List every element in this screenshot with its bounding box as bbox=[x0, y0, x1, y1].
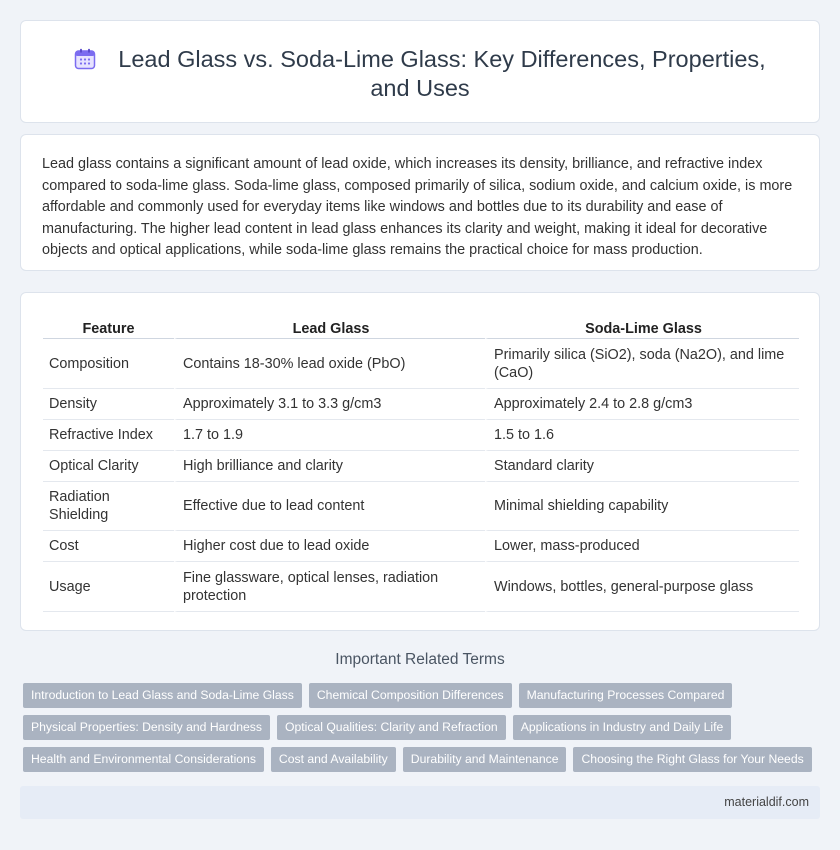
lead-glass-cell: Fine glassware, optical lenses, radiation protection bbox=[174, 562, 485, 612]
comparison-card bbox=[20, 292, 820, 631]
footer-site-link[interactable]: materialdif.com bbox=[724, 795, 809, 809]
soda-lime-cell: Primarily silica (SiO2), soda (Na2O), and lime (CaO) bbox=[485, 339, 799, 389]
header-card bbox=[20, 20, 820, 123]
lead-glass-cell: Approximately 3.1 to 3.3 g/cm3 bbox=[174, 389, 485, 420]
tag-link[interactable]: Cost and Availability bbox=[271, 747, 396, 772]
tag-link[interactable]: Applications in Industry and Daily Life bbox=[513, 715, 732, 740]
tag-link[interactable]: Optical Qualities: Clarity and Refraction bbox=[277, 715, 506, 740]
related-terms-list bbox=[23, 683, 823, 779]
header-soda-lime-glass: Soda-Lime Glass bbox=[485, 315, 799, 339]
feature-cell: Refractive Index bbox=[43, 420, 174, 451]
table-row bbox=[43, 531, 799, 562]
table-row bbox=[43, 451, 799, 482]
intro-paragraph: Lead glass contains a significant amount of lead oxide, which increases its density, brilliance, and refractive index compared to soda-lime glass. Soda-lime glass, composed primarily of silica, sodium oxide, and calcium oxide, is more affordable and commonly used for everyday items like windows and bottles due to its durability and ease of manufacturing. The higher lead content in lead glass enhances its clarity and weight, making it ideal for decorative objects and optical applications, while soda-lime glass remains the practical choice for mass production. bbox=[42, 156, 793, 259]
feature-cell: Cost bbox=[43, 531, 174, 562]
header-lead-glass: Lead Glass bbox=[174, 315, 485, 339]
page-title-text: Lead Glass vs. Soda-Lime Glass: Key Differences, Properties, and Uses bbox=[118, 46, 766, 101]
page-title bbox=[61, 45, 779, 103]
title-wrap bbox=[21, 45, 819, 103]
tag-link[interactable]: Choosing the Right Glass for Your Needs bbox=[573, 747, 811, 772]
table-row bbox=[43, 482, 799, 531]
table-row bbox=[43, 339, 799, 389]
feature-cell: Composition bbox=[43, 339, 174, 389]
tag-link[interactable]: Health and Environmental Considerations bbox=[23, 747, 264, 772]
lead-glass-cell: High brilliance and clarity bbox=[174, 451, 485, 482]
table-row bbox=[43, 389, 799, 420]
tag-link[interactable]: Physical Properties: Density and Hardness bbox=[23, 715, 270, 740]
lead-glass-cell: Contains 18-30% lead oxide (PbO) bbox=[174, 339, 485, 389]
soda-lime-cell: 1.5 to 1.6 bbox=[485, 420, 799, 451]
related-terms-heading: Important Related Terms bbox=[335, 651, 505, 668]
tag-row bbox=[23, 715, 823, 740]
soda-lime-cell: Approximately 2.4 to 2.8 g/cm3 bbox=[485, 389, 799, 420]
soda-lime-cell: Standard clarity bbox=[485, 451, 799, 482]
tag-row bbox=[23, 683, 823, 708]
tag-link[interactable]: Durability and Maintenance bbox=[403, 747, 567, 772]
calendar-icon bbox=[74, 48, 96, 70]
tag-row bbox=[23, 747, 823, 772]
header-feature: Feature bbox=[43, 315, 174, 339]
feature-cell: Usage bbox=[43, 562, 174, 612]
lead-glass-cell: Higher cost due to lead oxide bbox=[174, 531, 485, 562]
soda-lime-cell: Minimal shielding capability bbox=[485, 482, 799, 531]
tag-link[interactable]: Introduction to Lead Glass and Soda-Lime Glass bbox=[23, 683, 302, 708]
soda-lime-cell: Lower, mass-produced bbox=[485, 531, 799, 562]
tag-link[interactable]: Manufacturing Processes Compared bbox=[519, 683, 733, 708]
tag-link[interactable]: Chemical Composition Differences bbox=[309, 683, 512, 708]
lead-glass-cell: 1.7 to 1.9 bbox=[174, 420, 485, 451]
intro-card bbox=[20, 134, 820, 271]
comparison-table bbox=[43, 315, 799, 612]
soda-lime-cell: Windows, bottles, general-purpose glass bbox=[485, 562, 799, 612]
footer bbox=[20, 786, 820, 819]
lead-glass-cell: Effective due to lead content bbox=[174, 482, 485, 531]
table-header-row bbox=[43, 315, 799, 339]
table-row bbox=[43, 420, 799, 451]
feature-cell: Optical Clarity bbox=[43, 451, 174, 482]
feature-cell: Radiation Shielding bbox=[43, 482, 174, 531]
feature-cell: Density bbox=[43, 389, 174, 420]
table-row bbox=[43, 562, 799, 612]
